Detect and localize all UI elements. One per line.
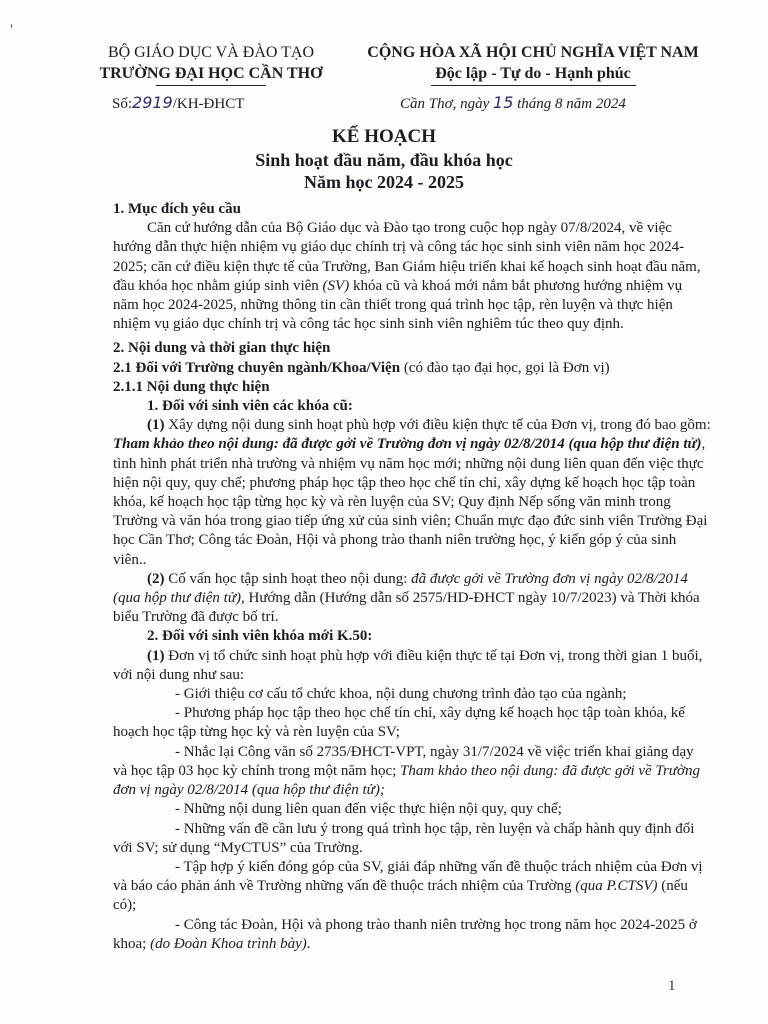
ministry-name: BỘ GIÁO DỤC VÀ ĐÀO TẠO bbox=[107, 44, 315, 61]
scan-mark: ' bbox=[10, 22, 13, 39]
bullet-2: - Phương pháp học tập theo học chế tín chỉ, xây dựng kế hoạch học tập toàn khóa, kế hoạch học tập từng học kỳ và rèn luyện của SV; bbox=[113, 705, 685, 741]
handwritten-number: 2919 bbox=[132, 93, 173, 112]
motto-underline bbox=[431, 85, 636, 86]
document-type: KẾ HOẠCH bbox=[332, 126, 436, 147]
country-name: CỘNG HÒA XÃ HỘI CHỦ NGHĨA VIỆT NAM bbox=[367, 44, 699, 61]
handwritten-day: 15 bbox=[493, 93, 514, 112]
document-date: Cần Thơ, ngày 15 tháng 8 năm 2024 bbox=[400, 93, 626, 112]
old-students-item-2: (2) Cố vấn học tập sinh hoạt theo nội dung: đã được gởi về Trường đơn vị ngày 02/8/2014 (qua hộp thư điện tử), Hướng dẫn (Hướng dẫn số 2575/HD-ĐHCT ngày 10/7/2023) và Thời khóa biểu Trường đã được bố trí. bbox=[113, 570, 700, 626]
bullet-5: - Những vấn đề cần lưu ý trong quá trình học tập, rèn luyện và chấp hành quy định đối với SV; sử dụng “MyCTUS” của Trường. bbox=[113, 820, 695, 856]
bullet-3: - Nhắc lại Công văn số 2735/ĐHCT-VPT, ngày 31/7/2024 về việc triển khai giảng dạy và học tập 03 học kỳ chính trong một năm học; Tham khảo theo nội dung: đã được gởi về Trường đơn vị ngày 02/8/2014 (qua hộp thư điện tử); bbox=[113, 743, 700, 799]
document-number: Số:2919/KH-ĐHCT bbox=[112, 93, 245, 112]
document-body bbox=[113, 200, 711, 954]
section-2-1-1-heading: 2.1.1 Nội dung thực hiện bbox=[113, 378, 270, 395]
bullet-7: - Công tác Đoàn, Hội và phong trào thanh niên trường học trong năm học 2024-2025 ở khoa; (do Đoàn Khoa trình bày). bbox=[113, 916, 697, 952]
section-2-heading: 2. Nội dung và thời gian thực hiện bbox=[113, 340, 331, 357]
bullet-1: - Giới thiệu cơ cấu tổ chức khoa, nội dung chương trình đào tạo của ngành; bbox=[175, 686, 627, 703]
document-subject: Sinh hoạt đầu năm, đầu khóa học bbox=[255, 150, 513, 170]
old-students-heading: 1. Đối với sinh viên các khóa cũ: bbox=[147, 398, 353, 415]
section-2-1-heading: 2.1 Đối với Trường chuyên ngành/Khoa/Viện (có đào tạo đại học, gọi là Đơn vị) bbox=[113, 359, 610, 376]
section-1-heading: 1. Mục đích yêu cầu bbox=[113, 201, 241, 217]
page-number: 1 bbox=[668, 978, 676, 994]
new-students-item-1: (1) Đơn vị tổ chức sinh hoạt phù hợp với điều kiện thực tế tại Đơn vị, trong thời gian 1 buổi, với nội dung như sau: bbox=[113, 647, 703, 683]
issuer-block bbox=[86, 42, 336, 86]
bullet-4: - Những nội dung liên quan đến việc thực hiện nội quy, quy chế; bbox=[175, 801, 562, 818]
old-students-item-1: (1) Xây dựng nội dung sinh hoạt phù hợp với điều kiện thực tế của Đơn vị, trong đó bao gồm: Tham khảo theo nội dung: đã được gởi về Trường đơn vị ngày 02/8/2014 (qua hộp thư điện tử), tình hình phát triển nhà trường và nhiệm vụ năm học mới; những nội dung liên quan đến việc thực hiện nội quy, quy chế; phương pháp học tập theo học chế tín chỉ, xây dựng kế hoạch học tập toàn khóa, kế hoạch học tập từng học kỳ và rèn luyện của SV; Quy định Nếp sống văn minh trong Trường và văn hóa trong giao tiếp ứng xử của sinh viên; Chuẩn mực đạo đức sinh viên Trường Đại học Cần Thơ; Công tác Đoàn, Hội và phong trào thanh niên trường học, ý kiến góp ý của sinh viên.. bbox=[113, 417, 711, 568]
national-motto: Độc lập - Tự do - Hạnh phúc bbox=[435, 65, 631, 82]
issuer-underline bbox=[156, 85, 266, 86]
university-name: TRƯỜNG ĐẠI HỌC CẦN THƠ bbox=[99, 65, 323, 82]
national-header bbox=[338, 42, 728, 86]
bullet-6: - Tập hợp ý kiến đóng góp của SV, giải đáp những vấn đề thuộc trách nhiệm của Đơn vị và báo cáo phản ánh về Trường những vấn đề thuộc trách nhiệm của Trường (qua P.CTSV) (nếu có); bbox=[113, 858, 703, 914]
section-1-paragraph: Căn cứ hướng dẫn của Bộ Giáo dục và Đào tạo trong cuộc họp ngày 07/8/2024, về việc hướng dẫn thực hiện nhiệm vụ giáo dục chính trị và công tác học sinh sinh viên năm học 2024-2025; căn cứ điều kiện thực tế của Trường, Ban Giám hiệu triển khai kế hoạch sinh hoạt đầu năm, đầu khóa học nhằm giúp sinh viên (SV) khóa cũ và khoá mới nắm bắt phương hướng nhiệm vụ năm học 2024-2025, những thông tin cần thiết trong quá trình học tập, rèn luyện và thực hiện nhiệm vụ giáo dục chính trị và công tác học sinh sinh viên nghiêm túc theo quy định. bbox=[113, 220, 701, 333]
school-year: Năm học 2024 - 2025 bbox=[304, 172, 464, 192]
new-students-heading: 2. Đối với sinh viên khóa mới K.50: bbox=[147, 628, 373, 645]
